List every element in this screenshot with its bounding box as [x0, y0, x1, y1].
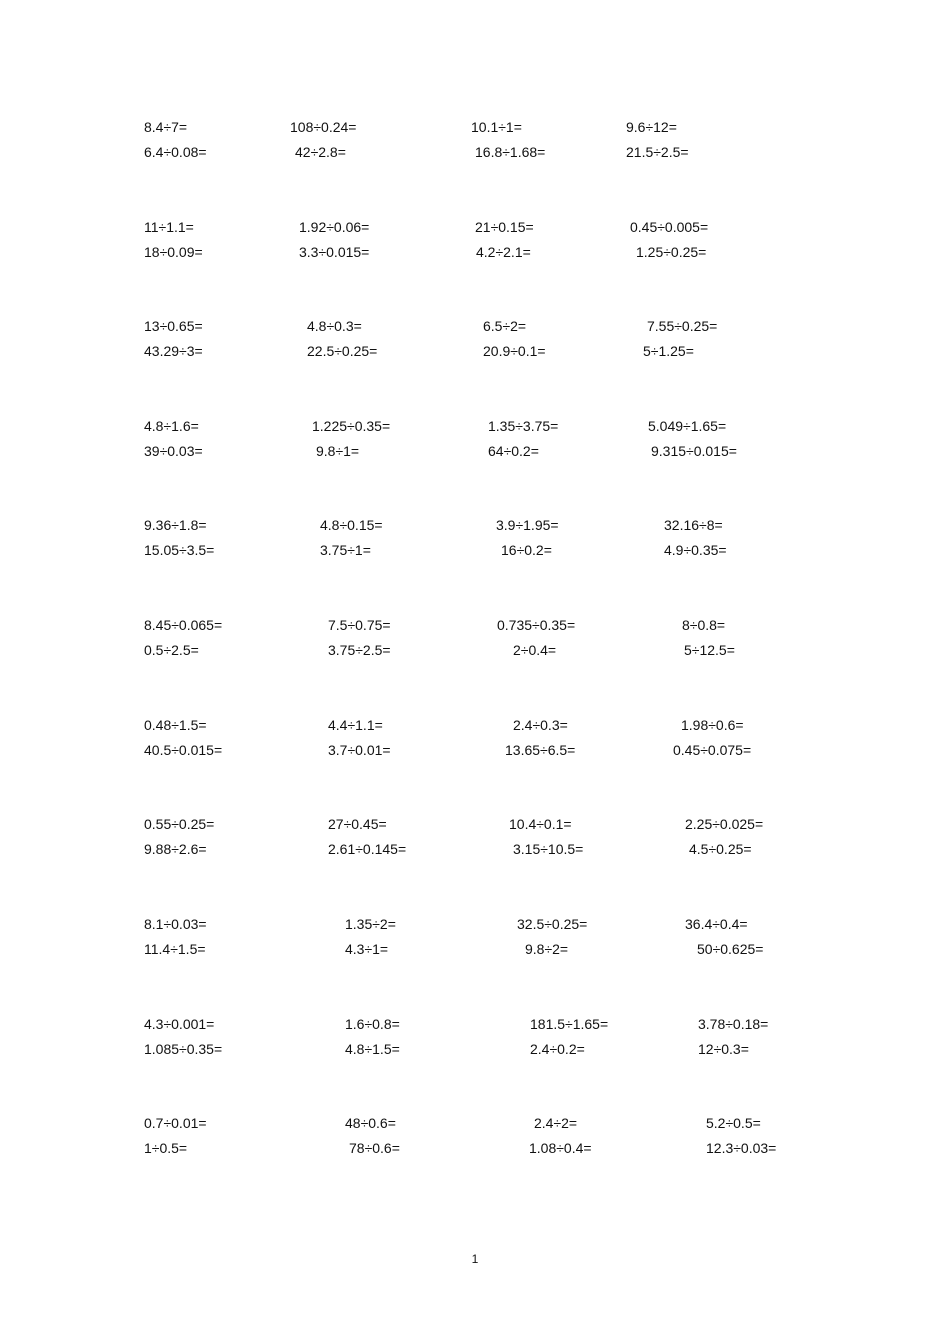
- division-problem: 1.6÷0.8=: [345, 1016, 400, 1032]
- division-problem: 6.4÷0.08=: [144, 144, 207, 160]
- division-problem: 78÷0.6=: [349, 1140, 400, 1156]
- division-problem: 4.4÷1.1=: [328, 717, 383, 733]
- division-problem: 9.315÷0.015=: [651, 443, 737, 459]
- division-problem: 8.1÷0.03=: [144, 916, 207, 932]
- division-problem: 43.29÷3=: [144, 343, 203, 359]
- division-problem: 8.4÷7=: [144, 119, 188, 135]
- division-problem: 9.88÷2.6=: [144, 841, 207, 857]
- division-problem: 3.78÷0.18=: [698, 1016, 769, 1032]
- division-problem: 11÷1.1=: [144, 219, 194, 235]
- division-problem: 9.6÷12=: [626, 119, 677, 135]
- division-problem: 1.98÷0.6=: [681, 717, 744, 733]
- division-problem: 2.4÷0.3=: [513, 717, 568, 733]
- division-problem: 0.7÷0.01=: [144, 1115, 207, 1131]
- division-problem: 1.92÷0.06=: [299, 219, 370, 235]
- division-problem: 9.8÷1=: [316, 443, 360, 459]
- division-problem: 8.45÷0.065=: [144, 617, 223, 633]
- division-problem: 5.049÷1.65=: [648, 418, 727, 434]
- problem-group: [0, 219, 950, 269]
- division-problem: 2.25÷0.025=: [685, 816, 764, 832]
- problem-group: [0, 717, 950, 767]
- division-problem: 3.15÷10.5=: [513, 841, 584, 857]
- division-problem: 9.36÷1.8=: [144, 517, 207, 533]
- division-problem: 1÷0.5=: [144, 1140, 188, 1156]
- division-problem: 5.2÷0.5=: [706, 1115, 761, 1131]
- problem-group: [0, 816, 950, 866]
- division-problem: 108÷0.24=: [290, 119, 357, 135]
- division-problem: 4.2÷2.1=: [476, 244, 531, 260]
- division-problem: 11.4÷1.5=: [144, 941, 206, 957]
- division-problem: 32.16÷8=: [664, 517, 723, 533]
- division-problem: 3.3÷0.015=: [299, 244, 370, 260]
- problem-group: [0, 418, 950, 468]
- division-problem: 0.5÷2.5=: [144, 642, 199, 658]
- problem-group: [0, 318, 950, 368]
- division-problem: 2.4÷2=: [534, 1115, 578, 1131]
- division-problem: 0.735÷0.35=: [497, 617, 576, 633]
- division-problem: 64÷0.2=: [488, 443, 539, 459]
- division-problem: 8÷0.8=: [682, 617, 726, 633]
- division-problem: 0.45÷0.005=: [630, 219, 709, 235]
- division-problem: 0.55÷0.25=: [144, 816, 215, 832]
- division-problem: 27÷0.45=: [328, 816, 387, 832]
- division-problem: 18÷0.09=: [144, 244, 203, 260]
- division-problem: 16÷0.2=: [501, 542, 552, 558]
- division-problem: 4.8÷1.6=: [144, 418, 199, 434]
- division-problem: 12÷0.3=: [698, 1041, 749, 1057]
- division-problem: 3.7÷0.01=: [328, 742, 391, 758]
- problem-group: [0, 916, 950, 966]
- division-problem: 3.75÷2.5=: [328, 642, 391, 658]
- problem-group: [0, 1115, 950, 1165]
- division-problem: 4.8÷0.3=: [307, 318, 362, 334]
- problem-group: [0, 119, 950, 169]
- division-problem: 13÷0.65=: [144, 318, 203, 334]
- division-problem: 7.5÷0.75=: [328, 617, 391, 633]
- problem-group: [0, 1016, 950, 1066]
- division-problem: 22.5÷0.25=: [307, 343, 378, 359]
- division-problem: 3.9÷1.95=: [496, 517, 559, 533]
- division-problem: 20.9÷0.1=: [483, 343, 546, 359]
- division-problem: 6.5÷2=: [483, 318, 527, 334]
- division-problem: 4.3÷0.001=: [144, 1016, 215, 1032]
- division-problem: 2.4÷0.2=: [530, 1041, 585, 1057]
- division-problem: 32.5÷0.25=: [517, 916, 588, 932]
- division-problem: 1.25÷0.25=: [636, 244, 707, 260]
- division-problem: 1.35÷3.75=: [488, 418, 559, 434]
- division-problem: 4.9÷0.35=: [664, 542, 727, 558]
- division-problem: 0.45÷0.075=: [673, 742, 752, 758]
- division-problem: 3.75÷1=: [320, 542, 371, 558]
- division-problem: 42÷2.8=: [295, 144, 346, 160]
- division-problem: 181.5÷1.65=: [530, 1016, 609, 1032]
- division-problem: 4.5÷0.25=: [689, 841, 752, 857]
- division-problem: 48÷0.6=: [345, 1115, 396, 1131]
- division-problem: 10.4÷0.1=: [509, 816, 572, 832]
- division-problem: 15.05÷3.5=: [144, 542, 215, 558]
- division-problem: 4.8÷1.5=: [345, 1041, 400, 1057]
- division-problem: 4.8÷0.15=: [320, 517, 383, 533]
- division-problem: 2÷0.4=: [513, 642, 557, 658]
- division-problem: 50÷0.625=: [697, 941, 764, 957]
- division-problem: 5÷12.5=: [684, 642, 735, 658]
- problem-group: [0, 617, 950, 667]
- problem-group: [0, 517, 950, 567]
- division-problem: 2.61÷0.145=: [328, 841, 407, 857]
- division-problem: 1.08÷0.4=: [529, 1140, 592, 1156]
- division-problem: 40.5÷0.015=: [144, 742, 223, 758]
- division-problem: 10.1÷1=: [471, 119, 522, 135]
- division-problem: 1.085÷0.35=: [144, 1041, 223, 1057]
- division-problem: 13.65÷6.5=: [505, 742, 576, 758]
- page-number: 1: [471, 1252, 479, 1266]
- division-problem: 39÷0.03=: [144, 443, 203, 459]
- division-problem: 5÷1.25=: [643, 343, 694, 359]
- division-problem: 9.8÷2=: [525, 941, 569, 957]
- division-problem: 36.4÷0.4=: [685, 916, 748, 932]
- division-problem: 21.5÷2.5=: [626, 144, 689, 160]
- division-problem: 1.35÷2=: [345, 916, 396, 932]
- division-problem: 21÷0.15=: [475, 219, 534, 235]
- division-problem: 12.3÷0.03=: [706, 1140, 777, 1156]
- division-problem: 7.55÷0.25=: [647, 318, 718, 334]
- division-problem: 4.3÷1=: [345, 941, 389, 957]
- division-problem: 16.8÷1.68=: [475, 144, 546, 160]
- division-problem: 1.225÷0.35=: [312, 418, 391, 434]
- division-problem: 0.48÷1.5=: [144, 717, 207, 733]
